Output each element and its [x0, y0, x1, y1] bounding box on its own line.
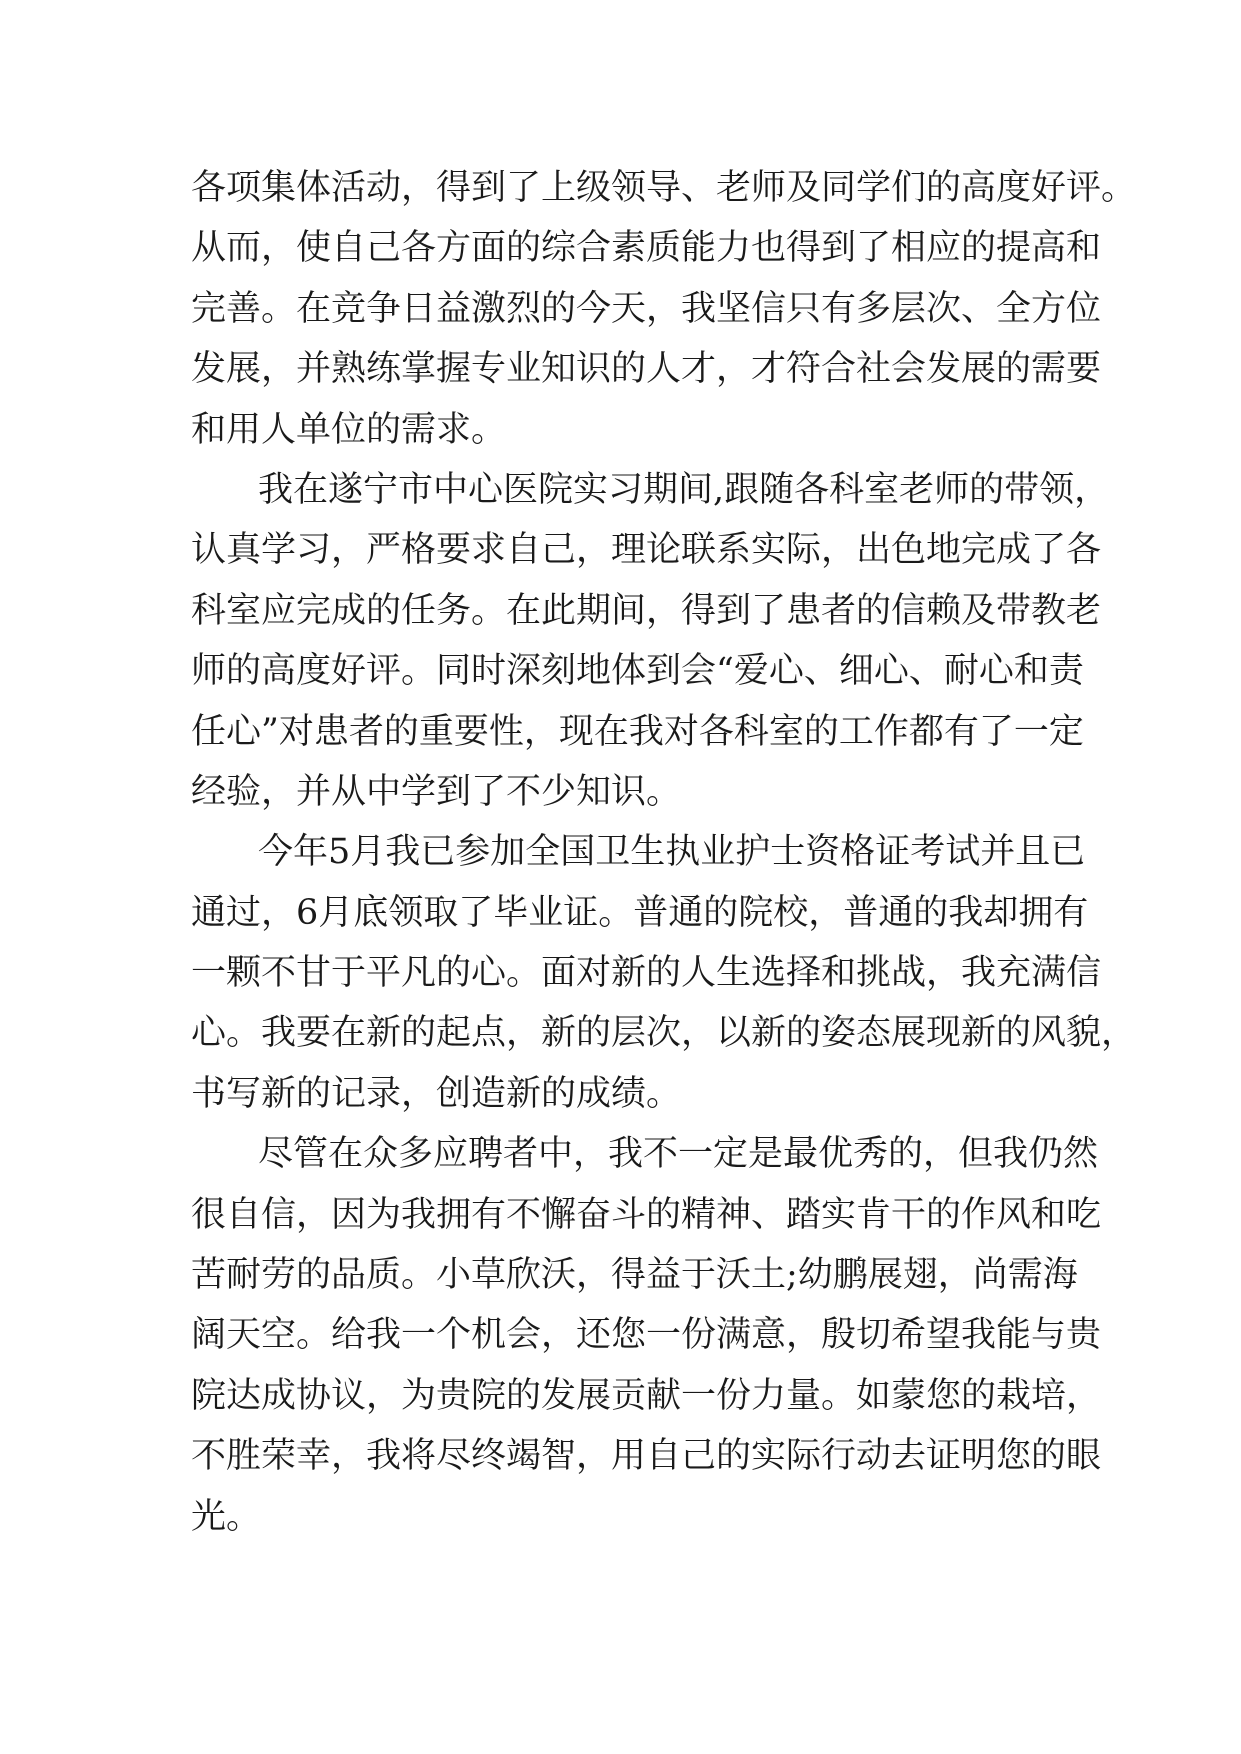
text-line: 通过，6月底领取了毕业证。普通的院校，普通的我却拥有 — [191, 892, 1089, 933]
body-text — [191, 158, 1137, 1547]
text-line: 师的高度好评。同时深刻地体到会“爱心、细心、耐心和责 — [191, 651, 1084, 692]
paragraph-first-line: 尽管在众多应聘者中，我不一定是最优秀的，但我仍然 — [258, 1134, 1099, 1175]
text-line: 一颗不甘于平凡的心。面对新的人生选择和挑战，我充满信 — [191, 953, 1102, 994]
text-line: 心。我要在新的起点，新的层次，以新的姿态展现新的风貌， — [191, 1013, 1137, 1054]
text-line: 苦耐劳的品质。小草欣沃，得益于沃土;幼鹏展翅，尚需海 — [191, 1255, 1078, 1296]
text-line: 院达成协议，为贵院的发展贡献一份力量。如蒙您的栽培， — [191, 1375, 1102, 1416]
text-line: 阔天空。给我一个机会，还您一份满意，殷切希望我能与贵 — [191, 1315, 1102, 1356]
text-line: 认真学习，严格要求自己，理论联系实际，出色地完成了各 — [191, 530, 1102, 571]
text-line: 书写新的记录，创造新的成绩。 — [191, 1073, 682, 1114]
paragraph-first-line: 我在遂宁市中心医院实习期间,跟随各科室老师的带领， — [258, 469, 1110, 510]
text-line: 不胜荣幸，我将尽终竭智，用自己的实际行动去证明您的眼 — [191, 1436, 1102, 1477]
text-line: 发展，并熟练掌握专业知识的人才，才符合社会发展的需要 — [191, 349, 1102, 390]
text-line: 各项集体活动，得到了上级领导、老师及同学们的高度好评。 — [191, 168, 1137, 208]
text-line: 经验，并从中学到了不少知识。 — [191, 771, 682, 812]
text-line: 和用人单位的需求。 — [191, 409, 507, 450]
text-line: 从而，使自己各方面的综合素质能力也得到了相应的提高和 — [191, 228, 1102, 269]
text-line: 光。 — [191, 1496, 262, 1537]
paragraph-first-line: 今年5月我已参加全国卫生执业护士资格证考试并且已 — [258, 832, 1086, 873]
text-line: 任心”对患者的重要性，现在我对各科室的工作都有了一定 — [191, 711, 1084, 752]
text-line: 很自信，因为我拥有不懈奋斗的精神、踏实肯干的作风和吃 — [191, 1194, 1102, 1235]
text-line: 科室应完成的任务。在此期间，得到了患者的信赖及带教老 — [191, 590, 1102, 631]
text-line: 完善。在竞争日益激烈的今天，我坚信只有多层次、全方位 — [191, 288, 1102, 329]
